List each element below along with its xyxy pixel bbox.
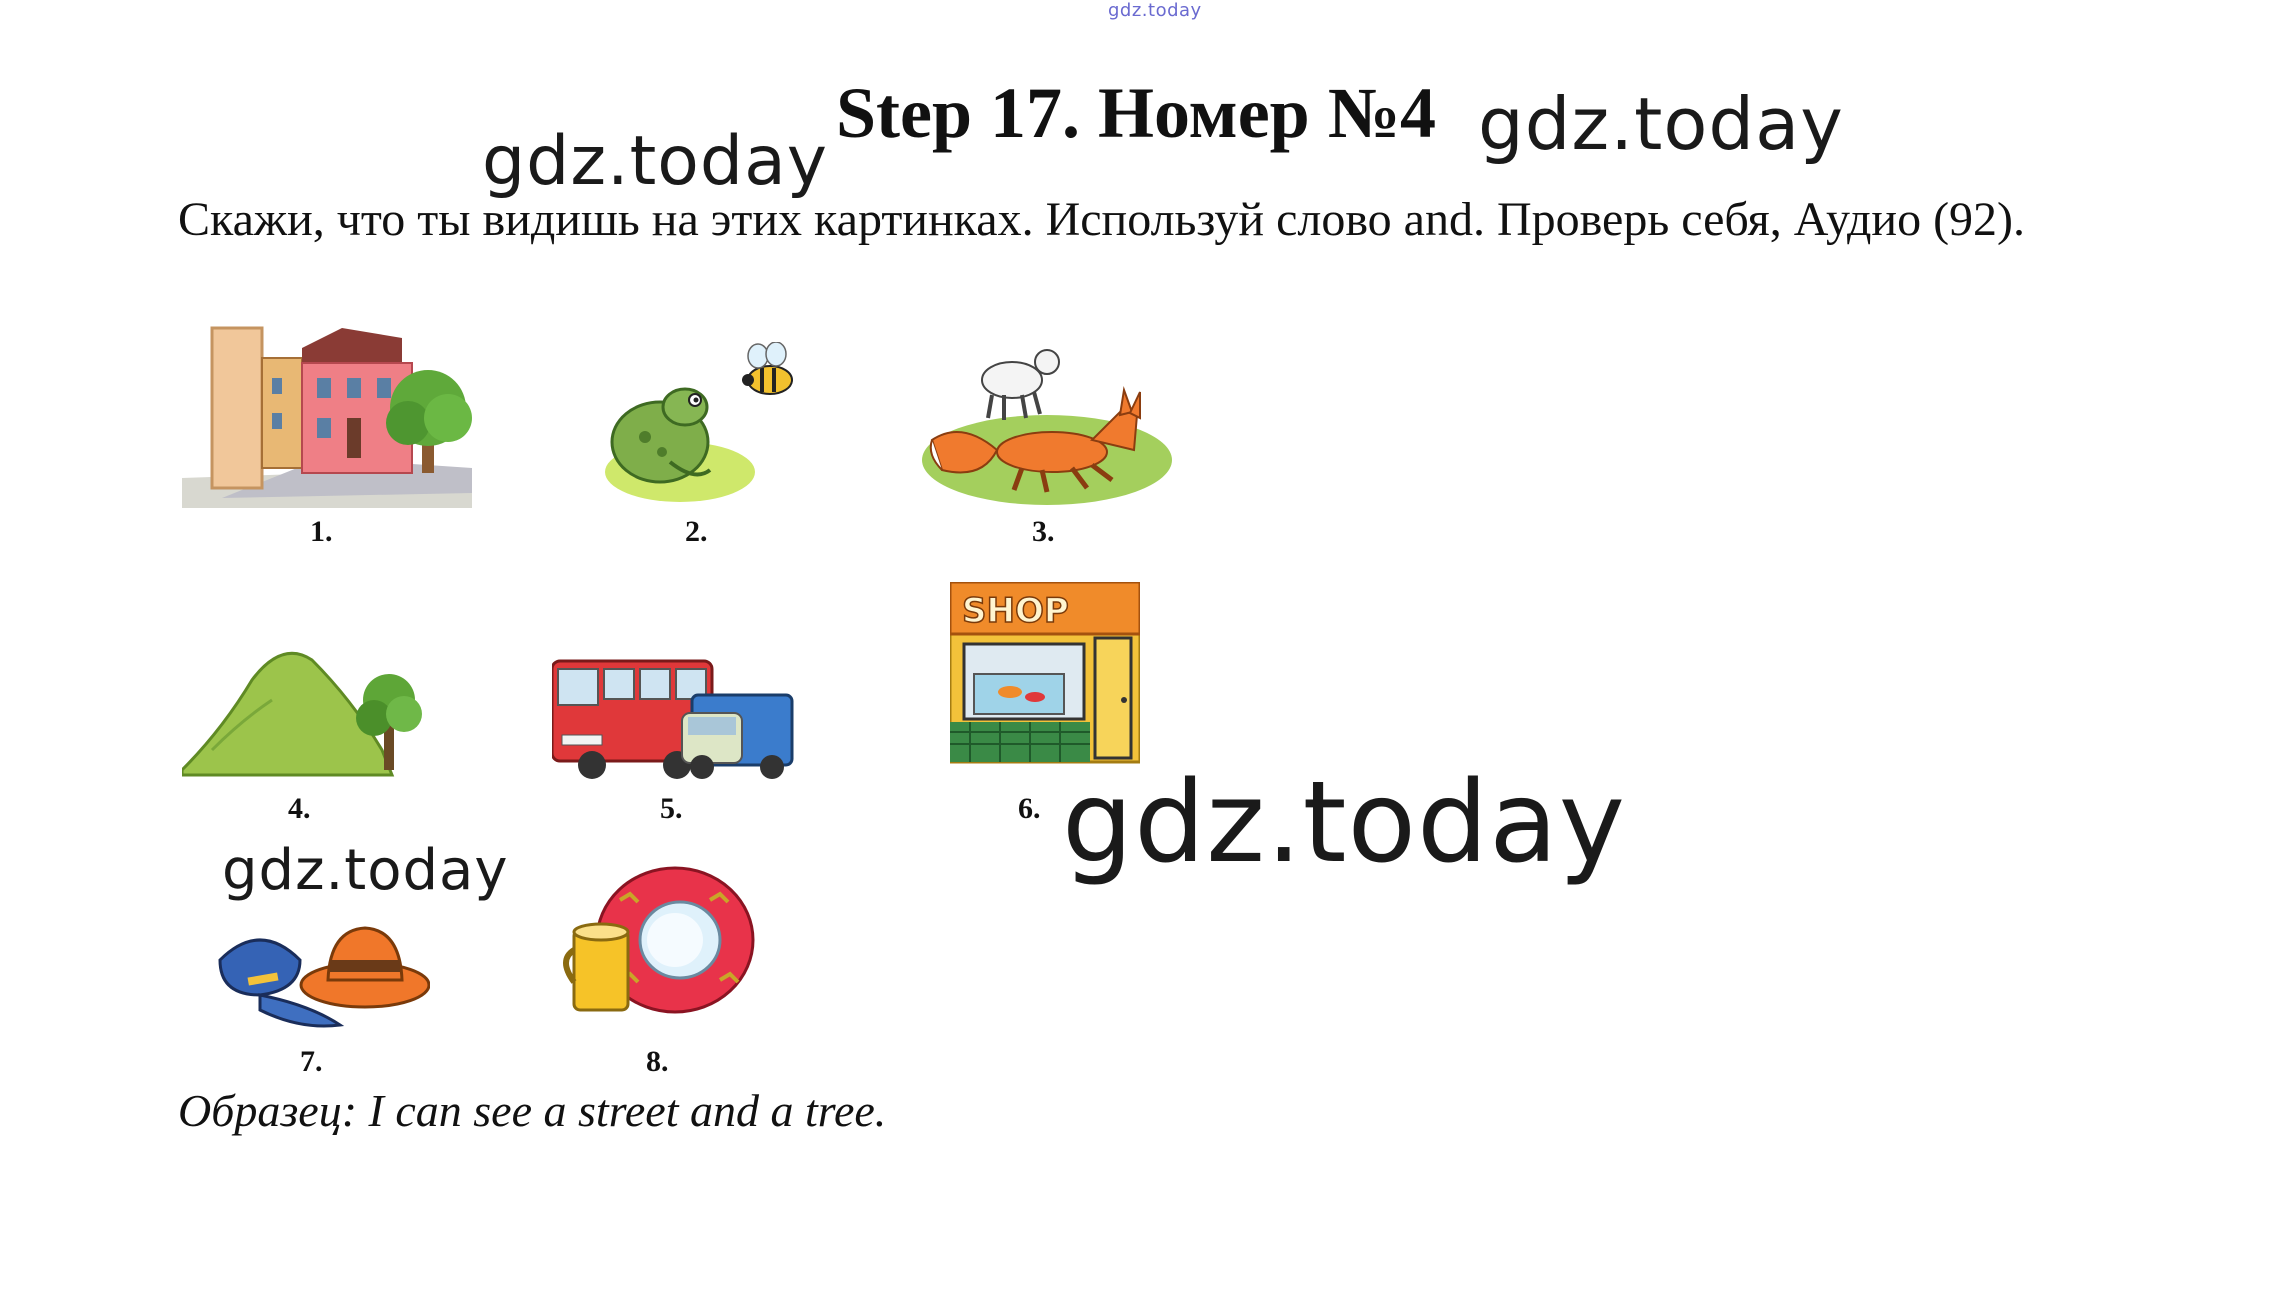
hill-tree-icon bbox=[182, 640, 427, 790]
sample-sentence: Образец: I can see a street and a tree. bbox=[178, 1085, 887, 1136]
picture-caption: 4. bbox=[288, 792, 311, 825]
picture-caption: 5. bbox=[660, 792, 683, 825]
cap-hat-icon bbox=[200, 900, 430, 1040]
cup-plate-icon bbox=[560, 860, 770, 1040]
shop-icon bbox=[950, 582, 1140, 772]
watermark: gdz.today bbox=[222, 838, 509, 903]
page-title: Step 17. Номер №4 bbox=[836, 73, 1437, 153]
picture-caption: 8. bbox=[646, 1045, 669, 1078]
instruction-text: Скажи, что ты видишь на этих картинках. Используй слово and. Проверь себя, Аудио (92). bbox=[178, 193, 2026, 246]
picture-caption: 7. bbox=[300, 1045, 323, 1078]
bus-van-icon bbox=[552, 655, 802, 785]
lamb-fox-icon bbox=[922, 340, 1172, 510]
top-watermark: gdz.today bbox=[1108, 0, 1202, 21]
watermark: gdz.today bbox=[1062, 758, 1627, 888]
picture-caption: 3. bbox=[1032, 515, 1055, 548]
picture-caption: 1. bbox=[310, 515, 333, 548]
picture-caption: 6. bbox=[1018, 792, 1041, 825]
street-tree-icon bbox=[182, 318, 472, 508]
watermark: gdz.today bbox=[482, 122, 828, 201]
watermark: gdz.today bbox=[1478, 82, 1844, 166]
frog-bee-icon bbox=[600, 342, 810, 512]
picture-caption: 2. bbox=[685, 515, 708, 548]
svg-text:SHOP: SHOP bbox=[962, 591, 1069, 631]
